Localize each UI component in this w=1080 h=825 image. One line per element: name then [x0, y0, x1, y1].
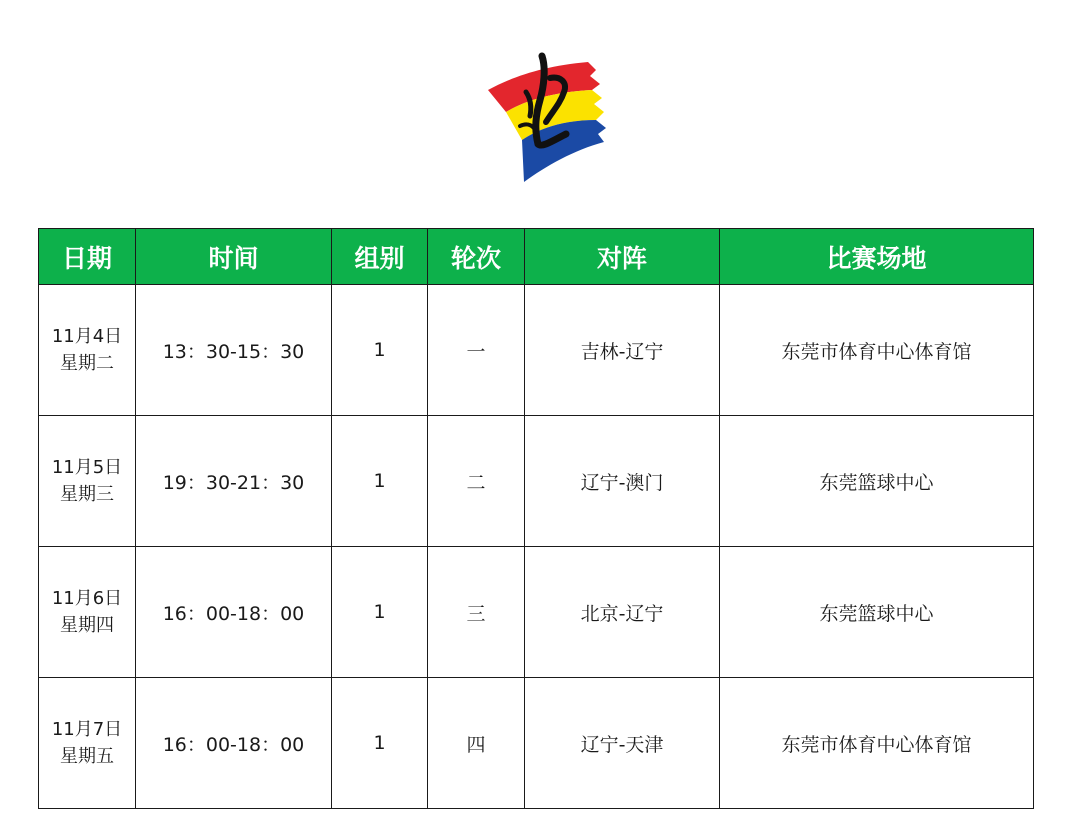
- matchup-cell: 北京-辽宁: [525, 547, 720, 678]
- weekday-text: 星期三: [60, 484, 114, 505]
- group-cell: 1: [332, 416, 428, 547]
- venue-cell: 东莞篮球中心: [720, 416, 1034, 547]
- date-text: 11月4日: [51, 326, 123, 347]
- date-cell: [39, 285, 136, 416]
- group-cell: 1: [332, 547, 428, 678]
- date-cell: [39, 678, 136, 809]
- round-cell: 三: [428, 547, 525, 678]
- schedule-table: [38, 228, 1034, 809]
- round-column-header: 轮次: [428, 229, 525, 285]
- round-cell: 一: [428, 285, 525, 416]
- time-cell: 16：00-18：00: [136, 678, 332, 809]
- table-header-row: [39, 229, 1034, 285]
- group-cell: 1: [332, 285, 428, 416]
- weekday-text: 星期五: [60, 746, 114, 767]
- group-column-header: 组别: [332, 229, 428, 285]
- matchup-column-header: 对阵: [525, 229, 720, 285]
- venue-cell: 东莞市体育中心体育馆: [720, 678, 1034, 809]
- weekday-text: 星期二: [60, 353, 114, 374]
- time-cell: 13：30-15：30: [136, 285, 332, 416]
- matchup-cell: 辽宁-澳门: [525, 416, 720, 547]
- round-cell: 二: [428, 416, 525, 547]
- team-logo-icon: [484, 48, 610, 186]
- group-cell: 1: [332, 678, 428, 809]
- date-text: 11月7日: [51, 719, 123, 740]
- table-row: [39, 416, 1034, 547]
- time-cell: 19：30-21：30: [136, 416, 332, 547]
- venue-cell: 东莞篮球中心: [720, 547, 1034, 678]
- round-cell: 四: [428, 678, 525, 809]
- date-text: 11月5日: [51, 457, 123, 478]
- venue-column-header: 比赛场地: [720, 229, 1034, 285]
- date-column-header: 日期: [39, 229, 136, 285]
- venue-cell: 东莞市体育中心体育馆: [720, 285, 1034, 416]
- matchup-cell: 辽宁-天津: [525, 678, 720, 809]
- date-text: 11月6日: [51, 588, 123, 609]
- matchup-cell: 吉林-辽宁: [525, 285, 720, 416]
- table-row: [39, 285, 1034, 416]
- time-cell: 16：00-18：00: [136, 547, 332, 678]
- date-cell: [39, 547, 136, 678]
- weekday-text: 星期四: [60, 615, 114, 636]
- date-cell: [39, 416, 136, 547]
- table-row: [39, 547, 1034, 678]
- table-row: [39, 678, 1034, 809]
- time-column-header: 时间: [136, 229, 332, 285]
